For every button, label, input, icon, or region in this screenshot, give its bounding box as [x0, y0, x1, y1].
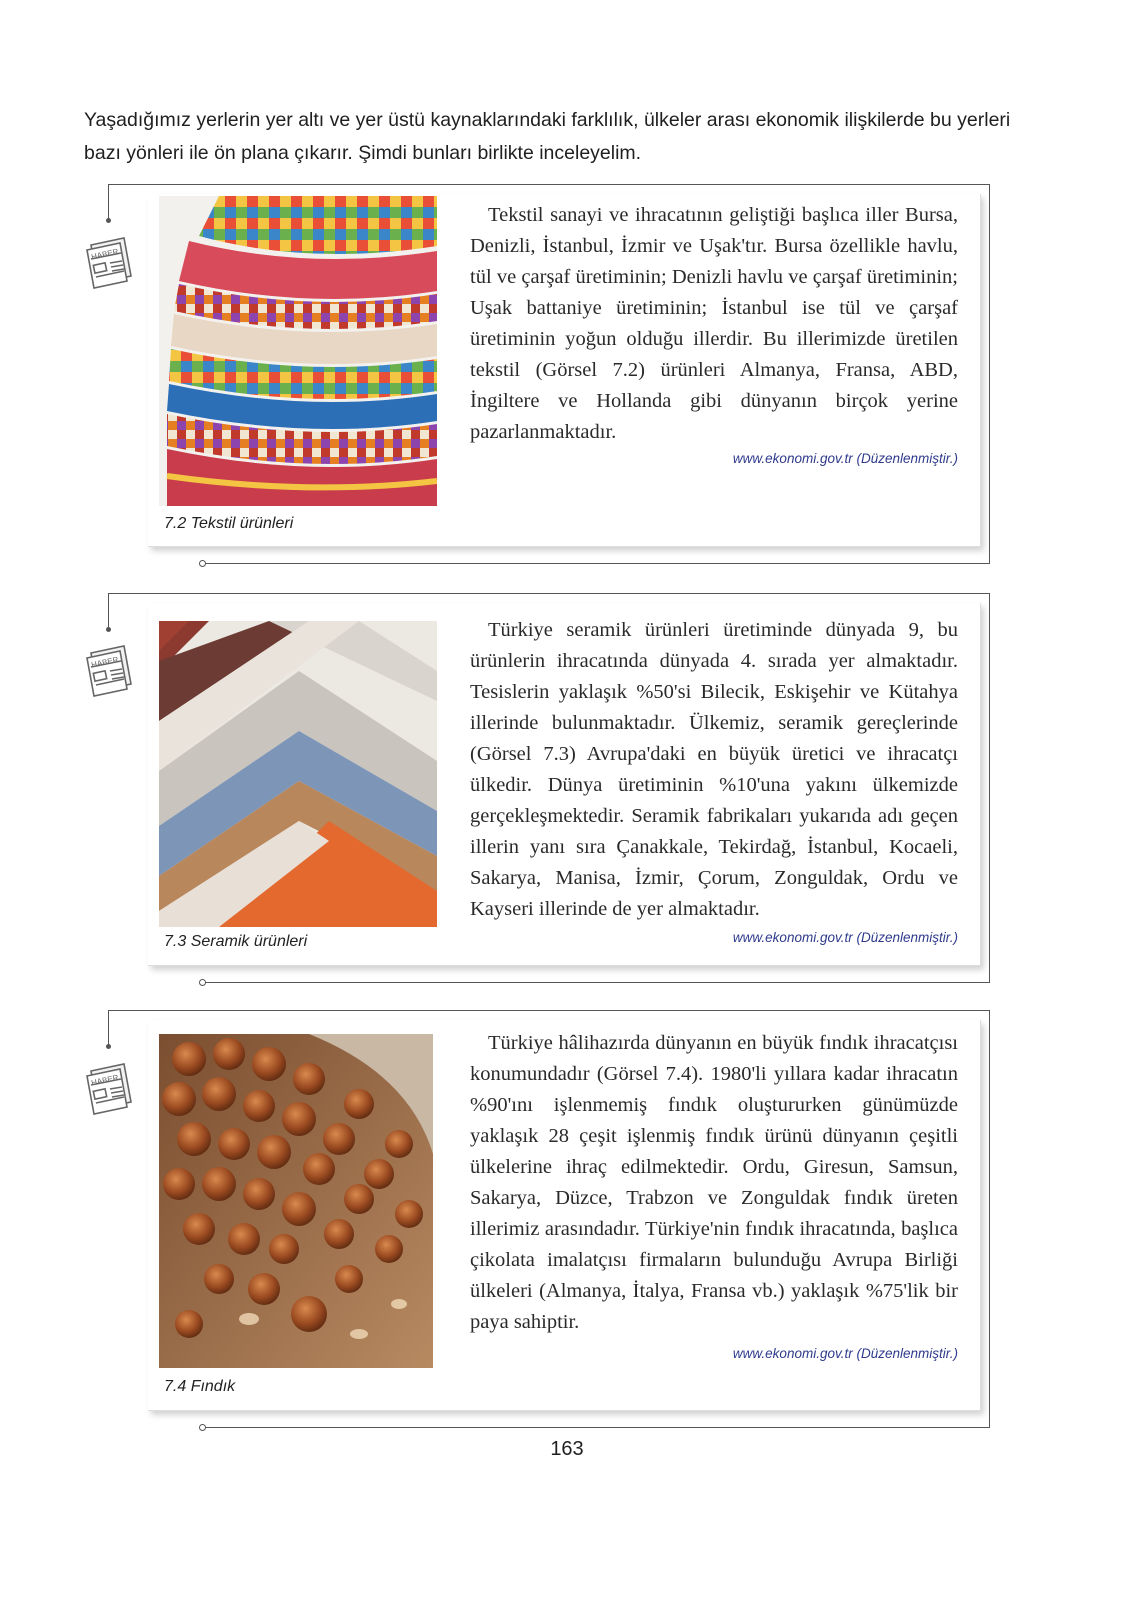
- source-link[interactable]: www.ekonomi.gov.tr (Düzenlenmiştir.): [732, 451, 958, 466]
- frame-line: [108, 184, 109, 220]
- newspaper-icon: [82, 640, 136, 698]
- section-body-text: Türkiye seramik ürünleri üretiminde dünyada 9, bu ürünlerin ihracatında dünyada 4. sırada yer almaktadır. Tesislerin yaklaşık %50'si Bilecik, Eskişehir ve Kütahya illerinde bulunmaktadır. Ülkemiz, seramik gereçlerinde (Görsel 7.3) Avrupa'daki en büyük üretici ve ihracatçı ülkedir. Dünya üretiminin %10'una yakını ülkemizde gerçekleşmektedir. Seramik fabrikaları yukarıda adı geçen illerin yanı sıra Çanakkale, Tekirdağ, İstanbul, Kocaeli, Sakarya, Manisa, İzmir, Çorum, Zonguldak, Ordu ve Kayseri illerinde de yer almaktadır.: [470, 619, 958, 920]
- frame-line: [108, 1010, 109, 1046]
- frame-line: [108, 1010, 990, 1011]
- page-number: 163: [550, 1438, 584, 1460]
- frame-dot: [106, 218, 111, 223]
- ceramic-photo: [159, 621, 437, 927]
- frame-line: [989, 1010, 990, 1428]
- frame-line: [989, 593, 990, 983]
- frame-dot: [199, 1424, 206, 1431]
- textile-photo: [159, 196, 437, 506]
- source-link[interactable]: www.ekonomi.gov.tr (Düzenlenmiştir.): [732, 930, 958, 945]
- source-link[interactable]: www.ekonomi.gov.tr (Düzenlenmiştir.): [732, 1346, 958, 1361]
- frame-dot: [199, 979, 206, 986]
- photo-caption: 7.4 Fındık: [164, 1378, 236, 1395]
- frame-line: [108, 184, 990, 185]
- frame-dot: [106, 627, 111, 632]
- intro-paragraph: Yaşadığımız yerlerin yer altı ve yer üstü kaynaklarındaki farklılık, ülkeler arası ekonomik ilişkilerde bu yerleri bazı yönleri ile ön plana çıkarır. Şimdi bunları birlikte inceleyelim.: [84, 109, 1011, 164]
- frame-line: [205, 563, 990, 564]
- section-body-text: Tekstil sanayi ve ihracatının geliştiği başlıca iller Bursa, Denizli, İstanbul, İzmir ve Uşak'tır. Bursa özellikle havlu, tül ve çarşaf üretiminin; Denizli havlu ve çarşaf üretiminin; Uşak battaniye üretiminin; İstanbul ise tül ve çarşaf üretiminin yoğun olduğu illerdir. Bu illerimizde üretilen tekstil (Görsel 7.2) ürünleri Almanya, Fransa, ABD, İngiltere ve Hollanda gibi dünyanın birçok yerine pazarlanmaktadır.: [470, 204, 958, 443]
- newspaper-icon: [82, 232, 136, 290]
- photo-caption: 7.2 Tekstil ürünleri: [164, 515, 294, 532]
- section-body-text: Türkiye hâlihazırda dünyanın en büyük fındık ihracatçısı konumundadır (Görsel 7.4). 1980'li yıllara kadar ihracatın %90'ını işlenmemiş fındık oluştururken günümüzde yaklaşık 28 çeşit işlenmiş fındık ürünü dünyanın çeşitli ülkelerine ihraç edilmektedir. Ordu, Giresun, Samsun, Sakarya, Düzce, Trabzon ve Zonguldak fındık üreten illerimiz arasındadır. Türkiye'nin fındık ihracatında, başlıca çikolata imalatçısı firmaların bulunduğu Avrupa Birliği ülkeleri (Almanya, İtalya, Fransa vb.) yaklaşık %75'lik bir paya sahiptir.: [470, 1032, 958, 1333]
- hazelnut-photo: [159, 1034, 433, 1368]
- photo-caption: 7.3 Seramik ürünleri: [164, 933, 308, 950]
- frame-line: [108, 593, 109, 629]
- frame-line: [989, 184, 990, 564]
- frame-line: [205, 1427, 990, 1428]
- frame-dot: [199, 560, 206, 567]
- newspaper-icon: [82, 1058, 136, 1116]
- frame-line: [108, 593, 990, 594]
- frame-dot: [106, 1044, 111, 1049]
- frame-line: [205, 982, 990, 983]
